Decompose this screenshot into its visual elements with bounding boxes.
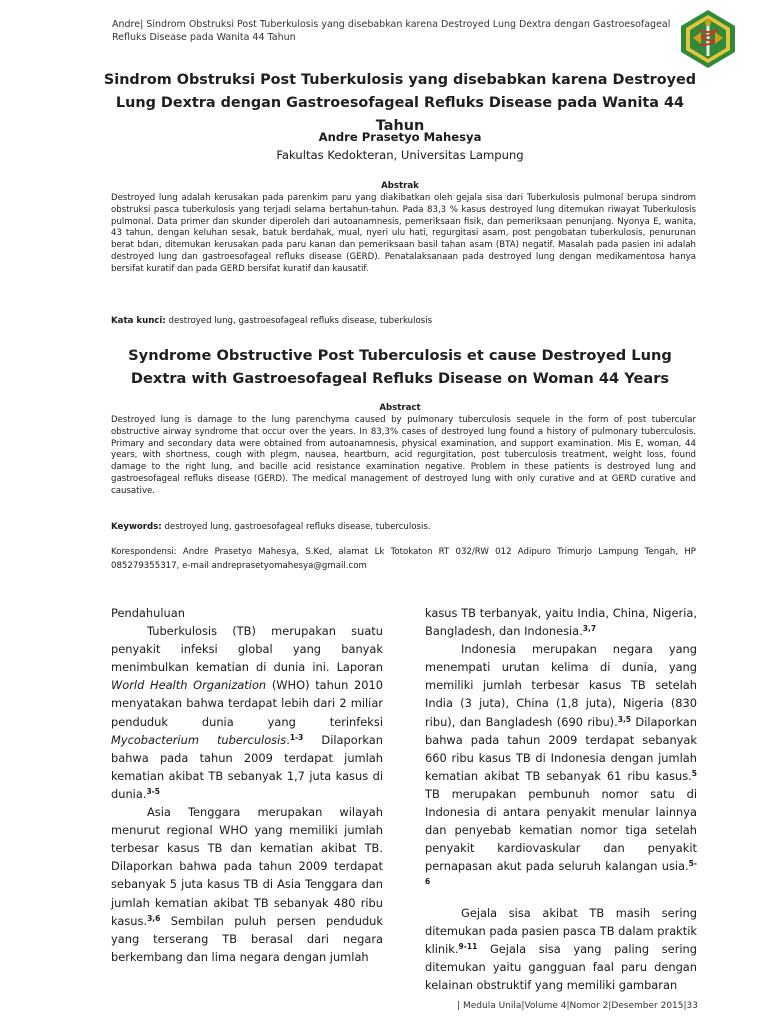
- keywords-values: destroyed lung, gastroesofageal refluks disease, tuberculosis.: [161, 522, 431, 532]
- citation: 1-3: [289, 732, 304, 742]
- keywords: [111, 521, 696, 533]
- paragraph-intro-1: Tuberkulosis (TB) merupakan suatu penyakit infeksi global yang banyak menimbulkan kematian di dunia ini. Laporan World Health Organization (WHO) tahun 2010 menyatakan bahwa terdapat lebih dari 2 miliar penduduk dunia yang terinfeksi Mycobacterium tuberculosis.$^{1-3}$ Dilaporkan bahwa pada tahun 2009 terdapat jumlah kematian akibat TB sebanyak 1,7 juta kasus di dunia.$^{3-5}$: [111, 624, 384, 801]
- paragraph-intro-2: Asia Tenggara merupakan wilayah menurut regional WHO yang memiliki jumlah terbesar kasus TB dan kematian akibat TB. Dilaporkan bahwa pada tahun 2009 terdapat sebanyak 5 juta kasus TB di Asia Tenggara dan jumlah kematian akibat TB sebanyak 480 ribu kasus.$^{3,6}$ Sembilan puluh persen penduduk yang terserang TB berasal dari negara berkembang dan lima negara dengan jumlah: [111, 805, 383, 964]
- citation: 5-6: [425, 859, 697, 887]
- citation: 9-11: [458, 941, 478, 951]
- correspondence: Korespondensi: Andre Prasetyo Mahesya, S.Ked, alamat Lk Totokaton RT 032/RW 012 Adipuro Trimurjo Lampung Tengah, HP 085279355317, e-mail andreprasetyomahesya@gmail.com: [111, 547, 696, 571]
- abstract-text: Destroyed lung is damage to the lung parenchyma caused by pulmonary tuberculosis sequele in the form of post tubercular obstructive airway syndrome that occur over the years. In 83,3% cases of destroyed lung found a history of pulmonary tuberculosis. Primary and secondary data were obtained from autoanamnesis, physical examination, and support examination. Mis E, woman, 44 years, with shortness, cough with plegm, nausea, heartburn, acid regurgitation, post tuberculosis treatment, weight loss, found damage to the right lung, and bacille acid resistance examination negative. Problem in these patients is destroyed lung and gastroesofageal refluks disease (GERD). The medical management of destroyed lung with only curative and at GERD curative and causative.: [111, 415, 696, 496]
- paragraph-continued: kasus TB terbanyak, yaitu India, China, Nigeria, Bangladesh, dan Indonesia.$^{3,7}$: [425, 606, 697, 639]
- journal-footer: | Medula Unila|Volume 4|Nomor 2|Desember 2015|33: [457, 1001, 698, 1011]
- author-affiliation: Fakultas Kedokteran, Universitas Lampung: [276, 148, 524, 162]
- citation: 5: [691, 768, 697, 778]
- citation: 3,6: [147, 913, 161, 923]
- paper-title-indonesian: Sindrom Obstruksi Post Tuberkulosis yang disebabkan karena Destroyed Lung Dextra dengan Gastroesofageal Refluks Disease pada Wanita 44 Tahun: [103, 72, 697, 134]
- citation: 3,5: [617, 714, 632, 724]
- abstrak-heading: Abstrak: [381, 181, 419, 191]
- paragraph-indonesia: Indonesia merupakan negara yang menempati urutan kelima di dunia, yang memiliki jumlah terbesar kasus TB setelah India (3 juta), China (1,8 juta), Nigeria (830 ribu), dan Bangladesh (690 ribu).$^{3,5}$ Dilaporkan bahwa pada tahun 2009 terdapat sebanyak 660 ribu kasus TB di Indonesia dengan jumlah kematian akibat TB sebanyak 61 ribu kasus.$^5$ TB merupakan pembunuh nomor satu di Indonesia di antara penyakit menular lainnya dan penyebab kematian nomor tiga setelah penyakit kardiovaskular dan penyakit pernapasan akut pada seluruh kalangan usia.$^{5-6}$: [425, 642, 697, 887]
- body-column-left: [111, 604, 383, 966]
- paper-title-english: Syndrome Obstructive Post Tuberculosis et cause Destroyed Lung Dextra with Gastroesofageal Refluks Disease on Woman 44 Years: [128, 347, 672, 387]
- body-column-right: [425, 604, 697, 994]
- university-emblem-icon: [677, 8, 739, 70]
- running-head: Andre| Sindrom Obstruksi Post Tuberkulosis yang disebabkan karena Destroyed Lung Dextra dengan Gastroesofageal Refluks Disease pada Wanita 44 Tahun: [112, 19, 671, 43]
- citation: 3-5: [146, 786, 160, 796]
- citation: 3,7: [582, 624, 597, 634]
- abstract-heading: Abstract: [379, 403, 421, 413]
- kata-kunci-values: destroyed lung, gastroesofageal refluks disease, tuberkulosis: [165, 316, 433, 326]
- author-name: Andre Prasetyo Mahesya: [318, 130, 482, 144]
- keywords-label: Keywords:: [111, 522, 162, 532]
- kata-kunci-label: Kata kunci:: [111, 316, 166, 326]
- paragraph-gejala-sisa: Gejala sisa akibat TB masih sering ditemukan pada pasien pasca TB dalam praktik klinik.$^{9-11}$ Gejala sisa yang paling sering ditemukan yaitu gangguan faal paru dengan kelainan obstruktif yang memiliki gambaran: [425, 905, 697, 992]
- abstrak-text: Destroyed lung adalah kerusakan pada parenkim paru yang diakibatkan oleh gejala sisa dari Tuberkulosis pulmonal berupa sindrom obstruksi pasca tuberkulosis yang terjadi selama bertahun-tahun. Pada 83,3 % kasus destroyed lung ditemukan riwayat Tuberkulosis pulmonal. Data primer dan skunder diperoleh dari autoanamnesis, pemeriksaan fisik, dan pemeriksaan penunjang. Nyonya E, wanita, 43 tahun, dengan keluhan sesak, batuk berdahak, mual, nyeri ulu hati, regurgitasi asam, post pengobatan tuberkulosis, penurunan berat bdan, ditemukan kerusakan pada paru kanan dan pemeriksaan basil tahan asam (BTA) negatif. Masalah pada pasien ini adalah destroyed lung dan gastroesofageal refluks disease (GERD). Penatalaksanaan pada destroyed lung dengan medikamentosa hanya bersifat kuratif dan pada GERD bersifat kuratif dan kausatif.: [111, 193, 696, 274]
- section-heading: Pendahuluan: [111, 606, 185, 620]
- kata-kunci: [111, 315, 696, 327]
